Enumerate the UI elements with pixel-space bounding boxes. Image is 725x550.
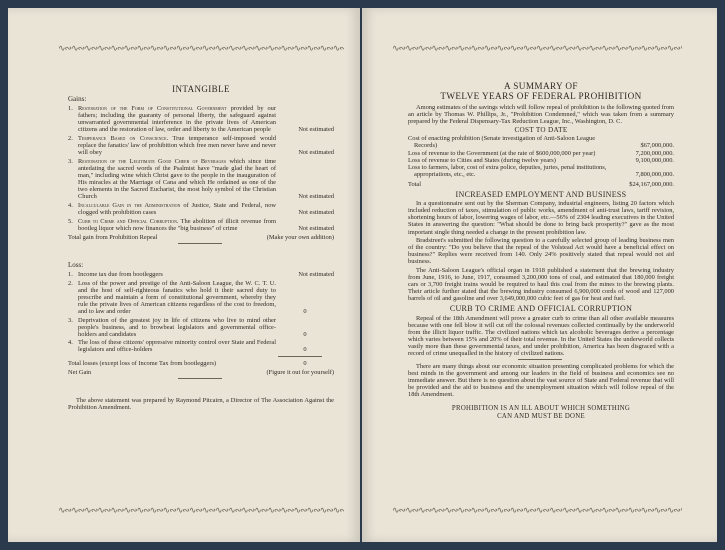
top-ornament-right <box>392 44 682 52</box>
loss-item <box>68 339 334 353</box>
gain-value: Not estimated <box>298 193 334 201</box>
gain-text: True temperance self-imposed would replace the fanatics' law of prohibition which free men never have and never will obey <box>78 135 276 157</box>
gain-item <box>68 218 334 232</box>
gain-text: provided by our fathers; including the guaranty of personal liberty, the safeguard against unwarranted governmental interference in the private lives of American citizens and the restoration of law, order and liberty to the American people <box>78 105 276 134</box>
cost-text: Cost of enacting prohibition (Senate investigation of Anti-Saloon League Records) <box>408 135 596 150</box>
gain-text: which since time antedating the sacred words of the Psalmist have "made glad the heart of man," including wine which Christ gave to the people in the inauguration of His miracles at the Marriage of Cana and which He ordained as one of the two elements in the Sacred Eucharist, the most holy symbol of the Christian Church <box>78 157 276 201</box>
total-gain-label: Total gain from Prohibition Repeal <box>68 233 158 241</box>
cost-row <box>408 135 674 149</box>
cost-amount: 7,200,000,000. <box>635 149 674 157</box>
gain-item <box>68 135 334 156</box>
loss-value: Not estimated <box>298 270 334 278</box>
total-cost-amount: $24,167,000,000. <box>629 180 674 188</box>
total-gain-row <box>68 234 334 241</box>
cost-text: Loss of revenue to Cities and States (during twelve years) <box>408 156 556 164</box>
gain-heading: Restoration of the Form of Constitutional Government <box>78 105 227 113</box>
gain-value: Not estimated <box>298 224 334 232</box>
gain-number: 4. <box>68 201 73 209</box>
gain-heading: Temperance Based on Conscience. <box>78 135 169 143</box>
cost-row <box>408 164 674 178</box>
net-gain-value: (Figure it out for yourself) <box>266 368 334 376</box>
crime-paragraph: Repeal of the 18th Amendment will prove a greater curb to crime than all other available measures because with one fell blow it will cut off the colossal revenues collected continually by the underworld from the illicit liquor traffic. The civilized nations which tax alcoholic beverages derive a percentage which varies between 15% and 20% of their total revenue. In the United States the underworld collects vastly more than these governmental taxes, and under prohibition, America has been disgraced with a record of crime unequalled in the history of civilized nations. <box>408 314 674 357</box>
loss-value: 0 <box>303 346 307 354</box>
employment-paragraph: Bradstreet's submitted the following question to a carefully selected group of leading business men of the country: "Do you believe that the repeal of the Volstead Act would have a beneficial effect on business?" Replies were received from 140. Only 24% positively stated that repeal would not aid business. <box>408 237 674 266</box>
cost-amount: $67,000,000. <box>640 142 674 150</box>
divider <box>518 359 562 360</box>
cost-amount: 7,800,000,000. <box>635 170 674 178</box>
gain-item <box>68 158 334 201</box>
page-title-intangible: INTANGIBLE <box>172 84 230 94</box>
loss-number: 2. <box>68 279 73 287</box>
employment-paragraph: In a questionnaire sent out by the Sherman Company, industrial engineers, listing 20 factors which included reduction of taxes, stimulation of public works, amendment of anti-trust laws, tariff revision, shortening hours of labor, lowering wages of labor, etc.—56% of 2304 leading executives in the United States in answering the question: "What should be done to bring back prosperity?" gave as the most important single thing needed a change in the present prohibition law. <box>408 200 674 236</box>
gain-number: 5. <box>68 217 73 225</box>
cost-text: Loss to farmers, labor, cost of extra police, deputies, juries, penal institutions, appropriations, etc., etc. <box>408 163 607 178</box>
top-ornament-left <box>58 44 344 52</box>
gains-label: Gains: <box>68 95 87 104</box>
cost-title: COST TO DATE <box>514 126 568 135</box>
loss-number: 1. <box>68 270 73 278</box>
net-gain-row <box>68 369 334 376</box>
total-losses-value: 0 <box>303 359 307 367</box>
gain-item <box>68 202 334 216</box>
gain-heading: Incalculable Gain in the Administration <box>78 201 181 209</box>
employment-title: INCREASED EMPLOYMENT AND BUSINESS <box>455 190 627 200</box>
right-page <box>362 8 717 542</box>
loss-item <box>68 271 334 278</box>
gain-value: Not estimated <box>298 126 334 134</box>
loss-item <box>68 317 334 338</box>
crime-paragraph: There are many things about our economic situation presenting complicated problems for which the best minds in the government and among our leaders in the field of business and economics see no immediate answer. But there is no question about the vast source of State and Federal revenue that will be provided and the aid to business and the unemployment situation which will follow repeal of the 18th Amendment. <box>408 363 674 399</box>
gain-heading: Curb to Crime and Official Corruption. <box>78 217 179 225</box>
cost-row <box>408 150 674 157</box>
divider <box>278 356 322 357</box>
gain-heading: Restoration of the Legitimate Good Cheer of Beverages <box>78 157 227 165</box>
closing-line2: CAN AND MUST BE DONE <box>497 412 585 420</box>
closing-statement <box>408 405 674 421</box>
divider <box>178 378 222 379</box>
gain-number: 3. <box>68 157 73 165</box>
loss-text: Income tax due from bootleggers <box>78 270 163 278</box>
gain-number: 1. <box>68 105 73 113</box>
total-gain-value: (Make your own addition) <box>266 233 334 241</box>
gain-value: Not estimated <box>298 149 334 157</box>
gain-number: 2. <box>68 135 73 143</box>
bottom-ornament-left <box>58 506 344 514</box>
gain-text: of Justice, State and Federal, now clogged with prohibition cases <box>78 201 277 216</box>
cost-amount: 9,100,000,000. <box>635 156 674 164</box>
total-losses-row <box>68 360 334 367</box>
summary-title-line2: TWELVE YEARS OF FEDERAL PROHIBITION <box>440 90 642 101</box>
loss-value: 0 <box>303 307 307 315</box>
cost-row <box>408 157 674 164</box>
loss-number: 4. <box>68 339 73 347</box>
summary-title <box>408 82 674 101</box>
loss-item <box>68 280 334 315</box>
loss-number: 3. <box>68 316 73 324</box>
loss-value: 0 <box>303 330 307 338</box>
loss-text: Deprivation of the greatest joy in life of citizens who live to mind other people's business, and to browbeat legislators and governmental office-holders and candidates <box>78 316 276 338</box>
gain-value: Not estimated <box>298 209 334 216</box>
net-gain-label: Net Gain <box>68 368 92 376</box>
loss-text: The loss of these citizens' oppressive minority control over State and Federal legislators and office-holders <box>78 339 276 354</box>
crime-title: CURB TO CRIME AND OFFICIAL CORRUPTION <box>449 304 633 314</box>
intro-paragraph: Among estimates of the savings which will follow repeal of prohibition is the following quoted from an article by Thomas W. Phillips, Jr., "Prohibition Condemned," which was taken from a summary prepared by the Federal Dispensary-Tax Reduction League, Inc., Washington, D. C. <box>408 104 674 126</box>
summary-section <box>408 82 674 421</box>
summary-title-line1: A SUMMARY OF <box>504 81 578 91</box>
closing-line1: PROHIBITION IS AN ILL ABOUT WHICH SOMETHING <box>451 404 631 412</box>
total-cost-row <box>408 181 674 188</box>
left-page <box>8 8 360 542</box>
total-cost-label: Total <box>408 180 422 188</box>
loss-text: Loss of the power and prestige of the Anti-Saloon League, the W. C. T. U. and the host of self-righteous fanatics who hold it their sacred duty to prescribe and maintain a form of constitutional government, whereby they rule the private lives of American citizens regardless of the cost to freedom, and to law and order <box>78 279 276 315</box>
loss-label: Loss: <box>68 260 84 269</box>
cost-text: Loss of revenue to the Government (at the rate of $600,000,000 per year) <box>408 149 596 157</box>
footnote: The above statement was prepared by Raymond Pitcairn, a Director of The Association Against the Prohibition Amendment. <box>68 396 334 411</box>
bottom-ornament-right <box>392 506 682 514</box>
total-losses-label: Total losses (except loss of Income Tax from bootleggers) <box>68 359 217 367</box>
gain-text: The abolition of illicit revenue from bootleg liquor which now finances the "big business" of crime <box>78 217 276 232</box>
employment-paragraph: The Anti-Saloon League's official organ in 1918 published a statement that the brewing industry from June, 1916, to June, 1917, consumed 3,200,000 tons of coal, and estimated that 180,000 freight cars or 3,700 freight trains would be required to haul this coal from the mines to the brewing plants. Their article further stated that the brewing industry consumed 6,900,000 cords of wood and 127,000 barrels of oil and gasoline and over 3,649,000,000 cubic feet of gas for heat and fuel. <box>408 266 674 303</box>
gain-item <box>68 105 334 133</box>
intangible-section <box>68 86 334 411</box>
divider <box>178 243 222 244</box>
